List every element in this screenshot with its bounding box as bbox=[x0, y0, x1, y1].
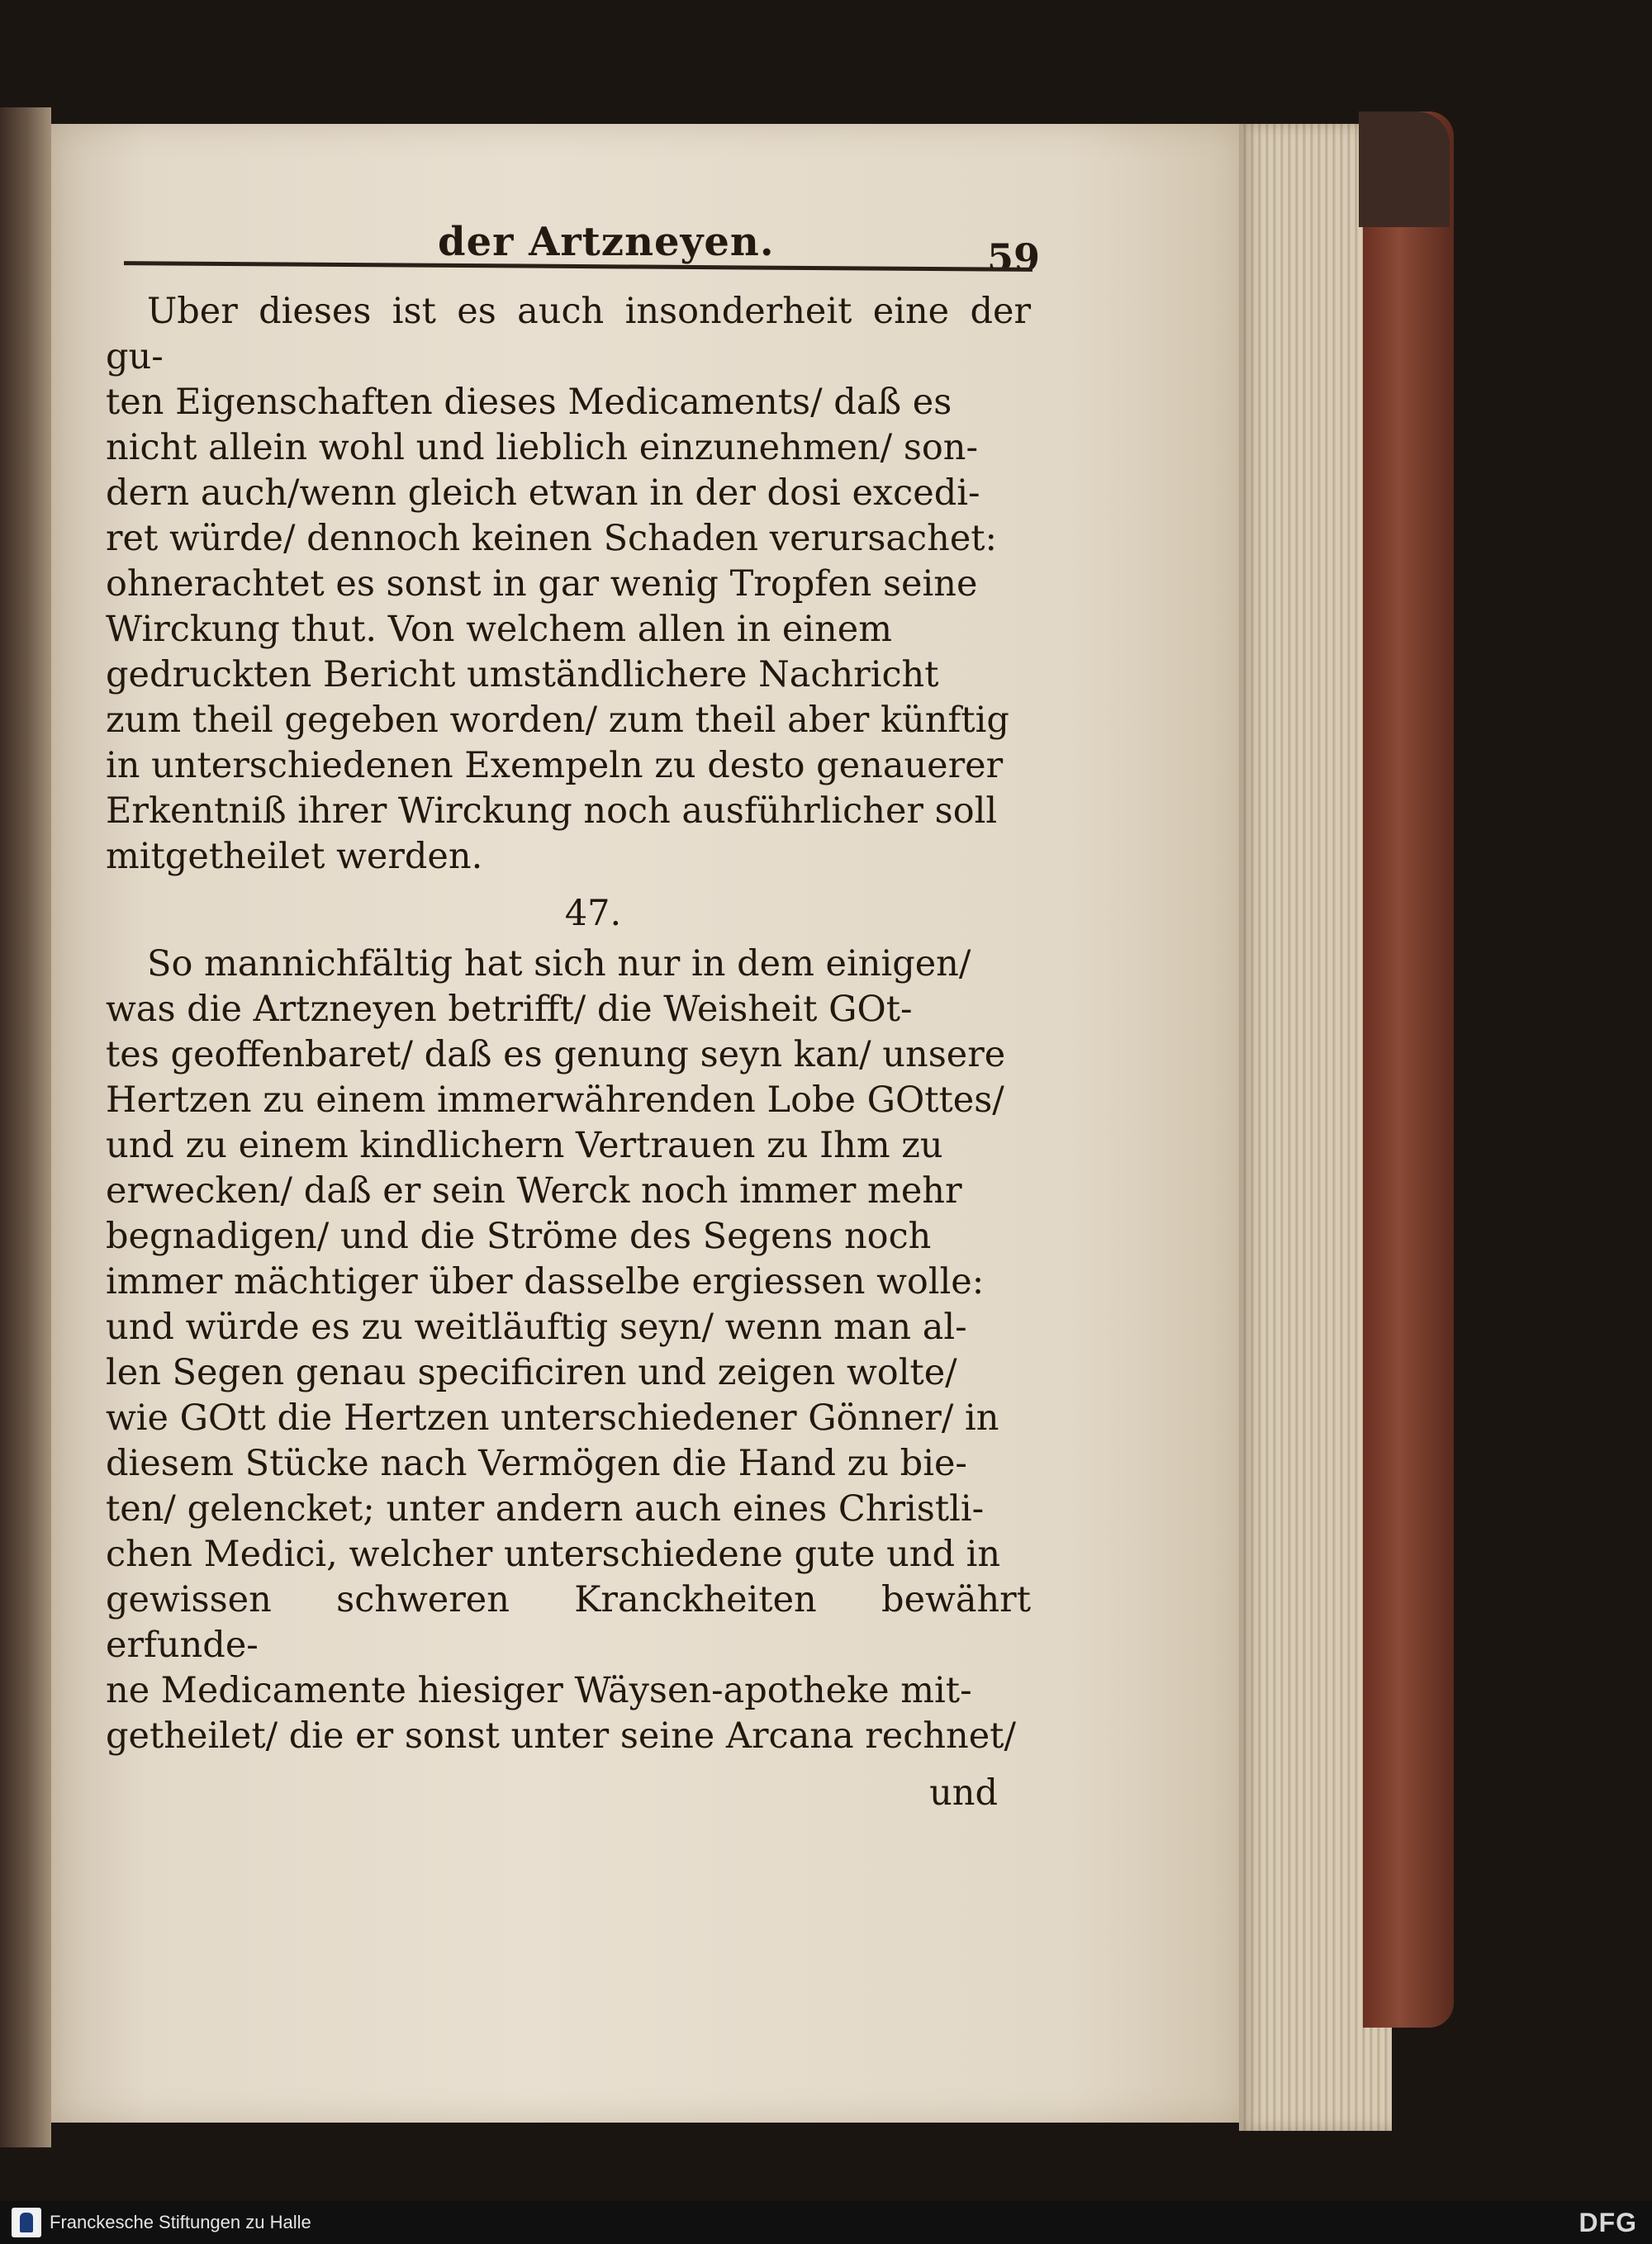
footer-bar bbox=[0, 2201, 1652, 2244]
paragraph-2: So mannichfältig hat sich nur in dem einigen/ was die Artzneyen betrifft/ die Weisheit GOt- tes geoffenbaret/ daß es genung seyn kan/ unsere Hertzen zu einem immerwährenden Lobe GOttes/ und zu einem kindlichern Vertrauen zu Ihm zu erwecken/ daß er sein Werck noch immer mehr begnadigen/ und die Ströme des Segens noch immer mächtiger über dasselbe ergiessen wolle: und würde es zu weitläuftig seyn/ wenn man al- len Segen genau specificiren und zeigen wolte/ wie GOtt die Hertzen unterschiedener Gönner/ in diesem Stücke nach Vermögen die Hand zu bie- ten/ gelencket; unter andern auch eines Christli- chen Medici, welcher unterschiedene gute und in gewissen schweren Kranckheiten bewährt erfunde- ne Medicamente hiesiger Wäysen-apotheke mit- getheilet/ die er sonst unter seine Arcana rechnet/ bbox=[106, 943, 1031, 1757]
page-header bbox=[116, 211, 1041, 285]
institution-logo-icon bbox=[12, 2208, 41, 2237]
funder-logo: DFG bbox=[1578, 2208, 1637, 2237]
page-body bbox=[106, 289, 1031, 1816]
book-cover bbox=[1363, 111, 1454, 2028]
footer-institution: Franckesche Stiftungen zu Halle bbox=[50, 2212, 311, 2232]
left-page-edge bbox=[0, 107, 51, 2147]
running-head: der Artzneyen. bbox=[438, 219, 775, 265]
paragraph-1: Uber dieses ist es auch insonderheit eine der gu- ten Eigenschaften dieses Medicaments/ daß es nicht allein wohl und lieblich einzunehmen/ son- dern auch/wenn gleich etwan in der dosi excedi- ret würde/ dennoch keinen Schaden verursachet: ohnerachtet es sonst in gar wenig Tropfen seine Wirckung thut. Von welchem allen in einem gedruckten Bericht umständlichere Nachricht zum theil gegeben worden/ zum theil aber künftig in unterschiedenen Exempeln zu desto genauerer Erkentniß ihrer Wirckung noch ausführlicher soll mitgetheilet werden. bbox=[106, 291, 1031, 877]
page-number: 59 bbox=[987, 235, 1041, 280]
catchword: und bbox=[929, 1772, 998, 1814]
section-number: 47. bbox=[564, 893, 622, 934]
book-cover-top bbox=[1359, 111, 1450, 227]
